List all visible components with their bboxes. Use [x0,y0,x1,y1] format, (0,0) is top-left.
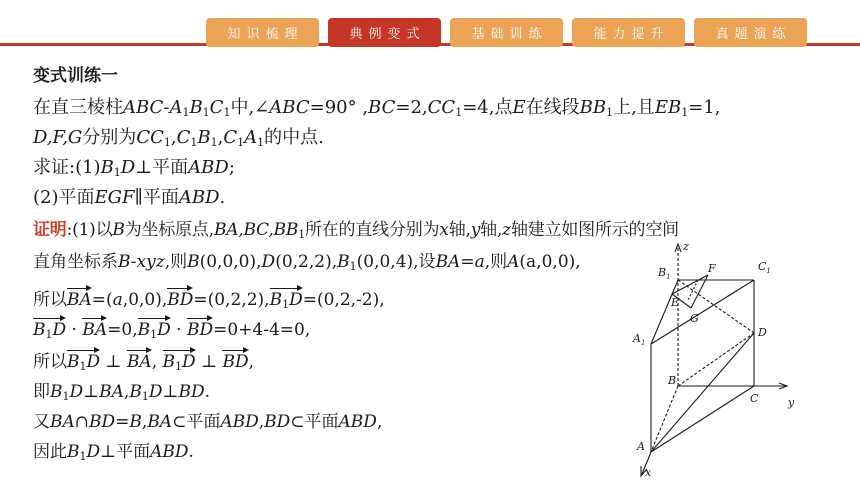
label-b1: $B_1$ [658,266,671,281]
problem-line-2: D,F,G分别为$CC_1,C_1B_1,C_1A_1$的中点. [33,127,324,149]
label-z: z [683,240,689,253]
proof-line-5: 所以$B_1D$ ⊥ BA, $B_1D$ ⊥ BD, [33,346,254,374]
proof-line-8: 因此$B_1D\perp$平面ABD. [33,442,194,463]
problem-line-4: (2)平面EGF∥平面ABD. [33,187,226,208]
prism-figure [628,236,808,482]
label-a: A [637,440,645,453]
proof-line-2: 直角坐标系B-xyz,则$B(0,0,0),D(0,2,2),B_1(0,0,4)$,设BA=a,则A(a,0,0), [33,252,581,273]
label-f: F [708,262,716,275]
label-g: G [690,312,699,325]
tab-exam-practice[interactable]: 真题演练 [694,18,807,47]
proof-line-4: $B_1D \cdot BA=0,B_1D \cdot BD=0+4-4=0$, [33,314,310,342]
problem-line-3: 求证$:(1)B_1D\perp$平面ABD; [33,157,235,179]
edge-a1b1 [651,280,678,344]
section-heading: 变式训练一 [33,66,118,86]
tab-ability-improvement[interactable]: 能力提升 [572,18,685,47]
label-x: x [645,466,652,479]
tab-knowledge-review[interactable]: 知识梳理 [206,18,319,47]
proof-line-1: 证明:(1)以B为坐标原点$,BA,BC,BB_1$所在的直线分别为x轴,y轴,z轴建立如图所示的空间 [33,220,679,241]
label-b: B [668,374,677,387]
proof-label: 证明 [33,220,67,240]
label-a1: $A_1$ [633,332,646,347]
label-y: y [788,396,795,409]
section-nav [206,18,807,47]
proof-line-3: 所以$BA=(a,0,0),BD=(0,2,2),B_1D=(0,2,-2)$, [33,284,385,312]
proof-line-6: 即$B_1D\perp BA,B_1D\perp BD$. [33,382,210,403]
label-d: D [758,326,767,339]
label-e: E [671,296,680,309]
x-axis-dashed [651,386,678,452]
label-c: C [750,392,759,405]
edge-ad [651,333,754,452]
problem-line-1: 在直三棱柱ABC-$A_1B_1C_1$中,∠ABC=90° $,BC=2,CC_1=4$,点E在线段$BB_1$上,且$EB_1=1$, [33,97,721,119]
edge-bd [678,333,754,386]
proof-line-7: 又BA∩BD=B,BA⊂平面ABD,BD⊂平面ABD, [33,412,383,432]
tab-examples[interactable]: 典例变式 [328,18,441,47]
edge-ac [651,386,754,452]
edge-c1a1 [651,280,754,344]
label-c1: $C_1$ [758,260,771,275]
tab-basic-training[interactable]: 基础训练 [450,18,563,47]
